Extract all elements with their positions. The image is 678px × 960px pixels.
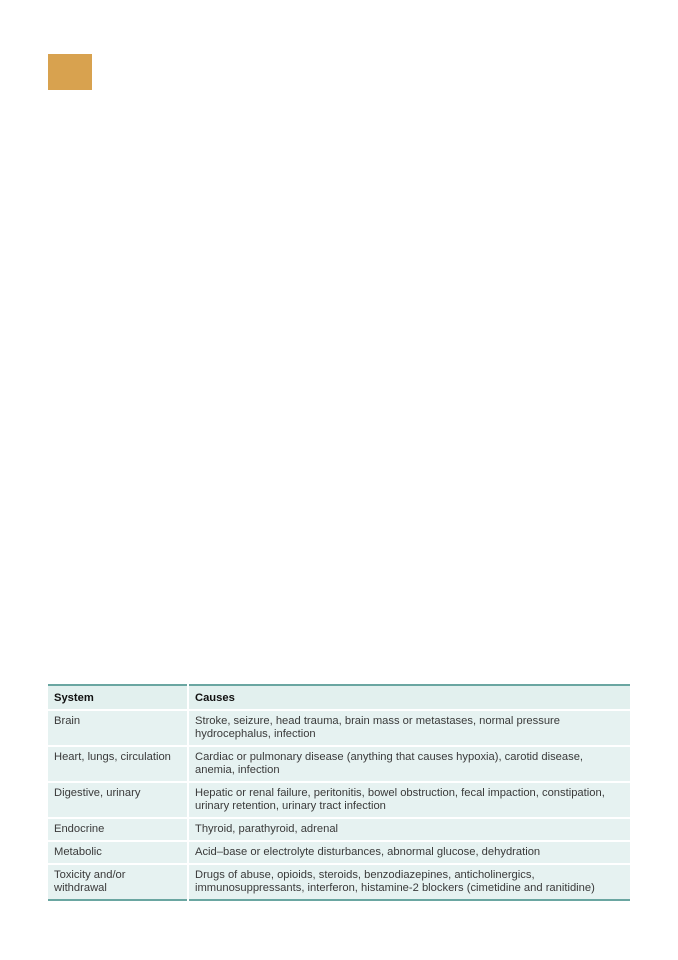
system-cell: Heart, lungs, circulation	[48, 746, 188, 782]
table-row	[48, 782, 630, 818]
column-header-system: System	[48, 685, 188, 710]
causes-cell: Drugs of abuse, opioids, steroids, benzodiazepines, anticholinergics, immunosuppressants, interferon, histamine-2 blockers (cimetidine and ranitidine)	[188, 864, 630, 900]
system-cell: Toxicity and/or withdrawal	[48, 864, 188, 900]
table-row	[48, 818, 630, 841]
table-row	[48, 710, 630, 746]
table-header-row	[48, 685, 630, 710]
causes-cell: Acid–base or electrolyte disturbances, abnormal glucose, dehydration	[188, 841, 630, 864]
causes-cell: Stroke, seizure, head trauma, brain mass or metastases, normal pressure hydrocephalus, infection	[188, 710, 630, 746]
decorative-corner-block	[48, 54, 92, 90]
table-row	[48, 746, 630, 782]
table-row	[48, 864, 630, 900]
causes-cell: Hepatic or renal failure, peritonitis, bowel obstruction, fecal impaction, constipation, urinary retention, urinary tract infection	[188, 782, 630, 818]
system-cell: Metabolic	[48, 841, 188, 864]
causes-cell: Thyroid, parathyroid, adrenal	[188, 818, 630, 841]
system-cell: Brain	[48, 710, 188, 746]
table-row	[48, 841, 630, 864]
causes-table	[48, 684, 630, 901]
system-cell: Digestive, urinary	[48, 782, 188, 818]
system-cell: Endocrine	[48, 818, 188, 841]
column-header-causes: Causes	[188, 685, 630, 710]
causes-cell: Cardiac or pulmonary disease (anything that causes hypoxia), carotid disease, anemia, infection	[188, 746, 630, 782]
